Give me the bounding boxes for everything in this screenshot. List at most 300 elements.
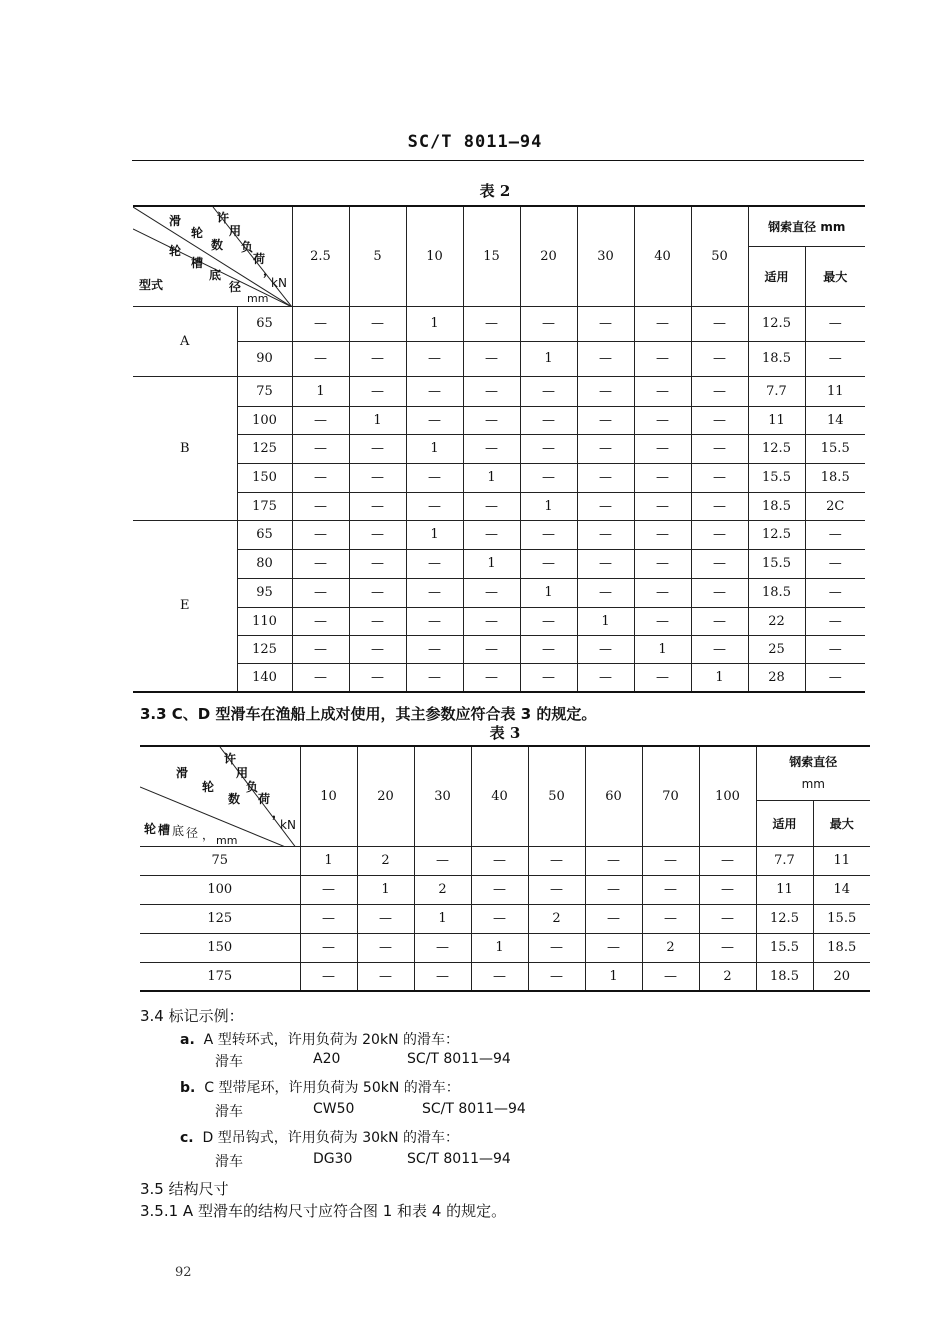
groove-diameter-cell: 125 [140, 904, 300, 933]
groove-diameter-cell: 75 [237, 376, 292, 406]
rope-max-cell: — [805, 635, 865, 663]
sheave-count-cell: — [414, 846, 471, 875]
sheave-count-cell: — [406, 463, 463, 492]
sheave-count-cell: — [520, 607, 577, 635]
rope-fit-cell: 15.5 [756, 933, 813, 962]
sheave-count-cell: — [357, 962, 414, 991]
load-header: 60 [585, 746, 642, 846]
corner-low-label: 轮 [144, 822, 157, 836]
sheave-count-cell: — [406, 549, 463, 578]
sheave-count-cell: 1 [520, 341, 577, 376]
example-letter: c. [180, 1130, 194, 1146]
sheave-count-cell: — [300, 904, 357, 933]
sheave-count-cell: — [463, 434, 520, 463]
rope-diameter-header [756, 746, 870, 800]
sheave-count-cell: — [300, 933, 357, 962]
rope-fit-cell: 7.7 [756, 846, 813, 875]
sheave-count-cell: — [463, 341, 520, 376]
corner-top-label: 负 [241, 240, 254, 254]
rope-max-cell: — [805, 520, 865, 549]
example-a-mark-standard: SC/T 8011—94 [407, 1051, 511, 1067]
table-row [133, 463, 865, 492]
sheave-count-cell: — [642, 875, 699, 904]
corner-mid-label: 滑 [176, 766, 189, 780]
sheave-count-cell: — [292, 549, 349, 578]
section-3-4-heading: 3.4 标记示例： [140, 1007, 244, 1025]
sheave-count-cell: — [577, 306, 634, 341]
sheave-count-cell: — [471, 962, 528, 991]
corner-top-label: 用 [229, 224, 242, 238]
sheave-count-cell: — [528, 875, 585, 904]
corner-top-label: 荷 [258, 792, 271, 806]
table-row [140, 962, 870, 991]
sheave-count-cell: 1 [585, 962, 642, 991]
sheave-count-cell: — [520, 306, 577, 341]
load-header: 40 [634, 206, 691, 306]
example-text: D 型吊钩式，许用负荷为 30kN 的滑车： [202, 1130, 460, 1146]
groove-diameter-cell: 125 [237, 635, 292, 663]
sheave-count-cell: — [642, 846, 699, 875]
sheave-count-cell: 1 [292, 376, 349, 406]
load-header: 20 [357, 746, 414, 846]
sheave-count-cell: 1 [414, 904, 471, 933]
rope-fit-cell: 25 [748, 635, 805, 663]
sheave-count-cell: — [292, 635, 349, 663]
sheave-count-cell: — [691, 635, 748, 663]
table-row [133, 306, 865, 341]
sheave-count-cell: — [520, 549, 577, 578]
groove-diameter-cell: 175 [140, 962, 300, 991]
rope-fit-cell: 28 [748, 663, 805, 692]
sheave-count-cell: — [349, 376, 406, 406]
sheave-count-cell: — [463, 663, 520, 692]
sheave-count-cell: — [292, 492, 349, 520]
sheave-count-cell: — [577, 549, 634, 578]
sheave-count-cell: — [463, 607, 520, 635]
groove-diameter-cell: 65 [237, 306, 292, 341]
sheave-count-cell: — [577, 406, 634, 434]
sheave-count-cell: — [520, 463, 577, 492]
rope-fit-cell: 7.7 [748, 376, 805, 406]
sheave-count-cell: — [406, 635, 463, 663]
sheave-count-cell: — [699, 904, 756, 933]
sheave-count-cell: — [585, 846, 642, 875]
sheave-count-cell: — [349, 463, 406, 492]
groove-diameter-cell: 175 [237, 492, 292, 520]
sheave-count-cell: — [585, 933, 642, 962]
sheave-count-cell: — [634, 406, 691, 434]
sheave-count-cell: — [300, 875, 357, 904]
load-header: 5 [349, 206, 406, 306]
sheave-count-cell: — [406, 607, 463, 635]
corner-low-label: mm [247, 292, 269, 305]
corner-mid-label: 数 [211, 238, 224, 252]
sheave-count-cell: 1 [406, 520, 463, 549]
sheave-count-cell: — [634, 463, 691, 492]
sheave-count-cell: — [349, 663, 406, 692]
sheave-count-cell: — [634, 434, 691, 463]
sheave-count-cell: — [691, 376, 748, 406]
sheave-count-cell: — [699, 846, 756, 875]
sheave-count-cell: 2 [528, 904, 585, 933]
rope-fit-cell: 18.5 [756, 962, 813, 991]
rope-max-cell: 11 [805, 376, 865, 406]
rope-max-cell: 15.5 [805, 434, 865, 463]
load-header: 100 [699, 746, 756, 846]
table-row [133, 341, 865, 376]
rope-max-cell: 11 [813, 846, 870, 875]
corner-low-label: 槽 [191, 256, 204, 270]
load-header: 10 [300, 746, 357, 846]
table2 [133, 205, 865, 693]
load-header: 2.5 [292, 206, 349, 306]
sheave-count-cell: — [292, 341, 349, 376]
corner-top-label: 许 [217, 211, 230, 225]
sheave-count-cell: — [577, 635, 634, 663]
corner-mid-label: 轮 [202, 780, 215, 794]
sheave-count-cell: — [691, 406, 748, 434]
load-header: 30 [577, 206, 634, 306]
example-b-mark-standard: SC/T 8011—94 [422, 1101, 526, 1117]
rope-fit-cell: 15.5 [748, 463, 805, 492]
example-text: C 型带尾环，许用负荷为 50kN 的滑车： [204, 1080, 460, 1096]
corner-top-label: 用 [236, 766, 249, 780]
sheave-count-cell: — [634, 492, 691, 520]
sheave-count-cell: — [642, 962, 699, 991]
sheave-count-cell: — [691, 492, 748, 520]
sheave-count-cell: — [577, 341, 634, 376]
load-header: 50 [528, 746, 585, 846]
table2-caption: 表 2 [479, 182, 511, 200]
sheave-count-cell: — [463, 306, 520, 341]
load-header: 15 [463, 206, 520, 306]
sheave-count-cell: 2 [414, 875, 471, 904]
sheave-count-cell: — [406, 341, 463, 376]
sheave-count-cell: — [349, 635, 406, 663]
corner-top-label: ， [272, 806, 285, 820]
sheave-count-cell: 1 [300, 846, 357, 875]
table2-corner-header [133, 206, 292, 306]
rope-max-cell: — [805, 578, 865, 607]
sheave-count-cell: — [577, 463, 634, 492]
sheave-count-cell: — [691, 463, 748, 492]
sheave-count-cell: — [577, 434, 634, 463]
corner-top-label: ， [263, 264, 276, 278]
rope-fit-cell: 12.5 [748, 434, 805, 463]
rope-max-cell: 14 [813, 875, 870, 904]
sheave-count-cell: — [406, 492, 463, 520]
table-row [133, 663, 865, 692]
sheave-count-cell: — [300, 962, 357, 991]
sheave-count-cell: — [414, 933, 471, 962]
example-b-mark-name: 滑车 [215, 1104, 243, 1120]
sheave-count-cell: — [292, 520, 349, 549]
table-row [140, 933, 870, 962]
example-a [180, 1029, 459, 1049]
rope-max-cell: 14 [805, 406, 865, 434]
corner-low-label: 径 [229, 280, 242, 294]
table-row [140, 904, 870, 933]
load-header: 70 [642, 746, 699, 846]
sheave-count-cell: 2 [642, 933, 699, 962]
groove-diameter-cell: 150 [140, 933, 300, 962]
sheave-count-cell: — [463, 376, 520, 406]
table3-caption: 表 3 [489, 724, 521, 742]
corner-low-label: 底 [209, 268, 222, 282]
groove-diameter-cell: 75 [140, 846, 300, 875]
sheave-count-cell: 1 [463, 463, 520, 492]
table-row [133, 520, 865, 549]
example-a-mark-name: 滑车 [215, 1054, 243, 1070]
sheave-count-cell: — [634, 306, 691, 341]
rope-max-cell: — [805, 607, 865, 635]
corner-low-label: 底 [172, 824, 185, 838]
sheave-count-cell: 1 [406, 434, 463, 463]
sheave-count-cell: — [577, 492, 634, 520]
rope-fit-cell: 12.5 [748, 306, 805, 341]
groove-diameter-cell: 150 [237, 463, 292, 492]
sheave-count-cell: — [634, 607, 691, 635]
corner-mid-label: 轮 [191, 226, 204, 240]
table-row [140, 846, 870, 875]
sheave-count-cell: — [520, 635, 577, 663]
document-code-header: SC/T 8011—94 [407, 132, 543, 152]
corner-low-label: 径 [186, 826, 199, 840]
sheave-count-cell: — [528, 846, 585, 875]
sheave-count-cell: — [471, 846, 528, 875]
rope-fit-cell: 18.5 [748, 578, 805, 607]
sheave-count-cell: — [699, 875, 756, 904]
corner-mid-label: 滑 [169, 214, 182, 228]
sheave-count-cell: 1 [406, 306, 463, 341]
sheave-count-cell: — [463, 406, 520, 434]
sheave-count-cell: — [691, 341, 748, 376]
groove-diameter-cell: 65 [237, 520, 292, 549]
corner-top-label: 许 [224, 752, 237, 766]
sheave-count-cell: — [406, 406, 463, 434]
sheave-count-cell: — [634, 578, 691, 607]
example-c-mark-name: 滑车 [215, 1154, 243, 1170]
sheave-count-cell: 1 [634, 635, 691, 663]
sheave-count-cell: — [520, 520, 577, 549]
sheave-count-cell: — [577, 520, 634, 549]
table-row [133, 607, 865, 635]
table-row [140, 875, 870, 904]
rope-fit-header: 适用 [748, 246, 805, 306]
table3-body [140, 846, 870, 991]
sheave-count-cell: 1 [463, 549, 520, 578]
corner-mid-label: 数 [228, 792, 241, 806]
rope-max-cell: 15.5 [813, 904, 870, 933]
corner-top-label: 荷 [253, 252, 266, 266]
paragraph-3-3: 3.3 C、D 型滑车在渔船上成对使用，其主参数应符合表 3 的规定。 [140, 705, 597, 723]
example-letter: b. [180, 1080, 196, 1096]
sheave-count-cell: 1 [691, 663, 748, 692]
sheave-count-cell: — [520, 434, 577, 463]
rope-max-cell: — [805, 341, 865, 376]
sheave-count-cell: — [577, 578, 634, 607]
sheave-count-cell: — [691, 306, 748, 341]
sheave-count-cell: — [292, 463, 349, 492]
groove-diameter-cell: 125 [237, 434, 292, 463]
sheave-count-cell: 1 [357, 875, 414, 904]
rope-max-cell: 20 [813, 962, 870, 991]
sheave-count-cell: — [642, 904, 699, 933]
rope-diameter-header: 钢索直径 mm [748, 206, 865, 246]
type-cell: E [133, 520, 237, 692]
rope-fit-cell: 22 [748, 607, 805, 635]
corner-top-label: kN [280, 818, 296, 832]
sheave-count-cell: — [292, 306, 349, 341]
sheave-count-cell: — [577, 663, 634, 692]
rope-max-cell: 18.5 [805, 463, 865, 492]
groove-diameter-cell: 95 [237, 578, 292, 607]
load-header: 50 [691, 206, 748, 306]
corner-type-label: 型式 [139, 278, 164, 292]
corner-top-label: kN [271, 276, 287, 290]
example-c-mark-code: DG30 [313, 1151, 353, 1167]
table3 [140, 745, 870, 992]
sheave-count-cell: — [349, 492, 406, 520]
table-row [133, 492, 865, 520]
sheave-count-cell: — [406, 663, 463, 692]
rope-fit-cell: 15.5 [748, 549, 805, 578]
sheave-count-cell: — [634, 549, 691, 578]
table-row [133, 434, 865, 463]
sheave-count-cell: — [691, 434, 748, 463]
example-letter: a. [180, 1032, 195, 1048]
groove-diameter-cell: 110 [237, 607, 292, 635]
rope-fit-cell: 11 [756, 875, 813, 904]
sheave-count-cell: — [357, 904, 414, 933]
sheave-count-cell: — [691, 607, 748, 635]
sheave-count-cell: — [349, 434, 406, 463]
type-cell: A [133, 306, 237, 376]
sheave-count-cell: — [406, 376, 463, 406]
sheave-count-cell: — [414, 962, 471, 991]
groove-diameter-cell: 100 [140, 875, 300, 904]
load-header: 20 [520, 206, 577, 306]
sheave-count-cell: — [471, 904, 528, 933]
rope-fit-header: 适用 [756, 800, 813, 846]
sheave-count-cell: — [528, 933, 585, 962]
sheave-count-cell: — [691, 520, 748, 549]
page-number: 92 [175, 1265, 192, 1280]
sheave-count-cell: — [349, 578, 406, 607]
table-row [133, 578, 865, 607]
sheave-count-cell: — [585, 875, 642, 904]
sheave-count-cell: — [349, 520, 406, 549]
rope-fit-cell: 12.5 [748, 520, 805, 549]
sheave-count-cell: — [406, 578, 463, 607]
table2-body [133, 306, 865, 692]
example-b-mark-code: CW50 [313, 1101, 355, 1117]
sheave-count-cell: 2 [357, 846, 414, 875]
sheave-count-cell: — [691, 549, 748, 578]
type-cell: B [133, 376, 237, 520]
corner-top-label: 负 [246, 780, 259, 794]
sheave-count-cell: — [292, 406, 349, 434]
sheave-count-cell: — [520, 663, 577, 692]
sheave-count-cell: — [691, 578, 748, 607]
rope-fit-cell: 11 [748, 406, 805, 434]
sheave-count-cell: — [634, 520, 691, 549]
rope-max-cell: — [805, 306, 865, 341]
sheave-count-cell: 1 [520, 578, 577, 607]
rope-max-cell: 2C [805, 492, 865, 520]
example-text: A 型转环式，许用负荷为 20kN 的滑车： [203, 1032, 459, 1048]
sheave-count-cell: — [634, 341, 691, 376]
table-row [133, 549, 865, 578]
sheave-count-cell: — [699, 933, 756, 962]
sheave-count-cell: — [349, 607, 406, 635]
table-row [133, 406, 865, 434]
rope-diameter-unit: mm [801, 777, 825, 792]
sheave-count-cell: — [520, 376, 577, 406]
table-row [133, 376, 865, 406]
sheave-count-cell: — [463, 520, 520, 549]
sheave-count-cell: — [349, 306, 406, 341]
sheave-count-cell: — [463, 492, 520, 520]
sheave-count-cell: — [634, 663, 691, 692]
corner-low-label: mm [216, 834, 238, 846]
sheave-count-cell: — [292, 663, 349, 692]
corner-low-label: 轮 [169, 244, 182, 258]
sheave-count-cell: — [577, 376, 634, 406]
rope-fit-cell: 18.5 [748, 492, 805, 520]
example-b [180, 1077, 460, 1097]
rope-fit-cell: 18.5 [748, 341, 805, 376]
table3-corner-header [140, 746, 300, 846]
sheave-count-cell: — [292, 434, 349, 463]
rope-max-cell: — [805, 663, 865, 692]
sheave-count-cell: 2 [699, 962, 756, 991]
rope-fit-cell: 12.5 [756, 904, 813, 933]
load-header: 10 [406, 206, 463, 306]
groove-diameter-cell: 140 [237, 663, 292, 692]
rope-max-header: 最大 [805, 246, 865, 306]
sheave-count-cell: — [349, 341, 406, 376]
example-c-mark-standard: SC/T 8011—94 [407, 1151, 511, 1167]
rope-max-cell: 18.5 [813, 933, 870, 962]
rope-max-cell: — [805, 549, 865, 578]
groove-diameter-cell: 80 [237, 549, 292, 578]
sheave-count-cell: — [520, 406, 577, 434]
sheave-count-cell: — [349, 549, 406, 578]
section-3-5-1: 3.5.1 A 型滑车的结构尺寸应符合图 1 和表 4 的规定。 [140, 1202, 507, 1220]
sheave-count-cell: 1 [471, 933, 528, 962]
sheave-count-cell: — [634, 376, 691, 406]
section-3-5: 3.5 结构尺寸 [140, 1180, 229, 1198]
sheave-count-cell: 1 [520, 492, 577, 520]
sheave-count-cell: — [528, 962, 585, 991]
sheave-count-cell: — [463, 578, 520, 607]
groove-diameter-cell: 90 [237, 341, 292, 376]
table-row [133, 635, 865, 663]
header-rule [132, 160, 864, 161]
load-header: 40 [471, 746, 528, 846]
corner-low-label: 槽 [158, 823, 171, 837]
rope-diameter-label: 钢索直径 [789, 755, 838, 770]
sheave-count-cell: 1 [577, 607, 634, 635]
corner-low-label: ， [202, 828, 215, 842]
sheave-count-cell: — [585, 904, 642, 933]
groove-diameter-cell: 100 [237, 406, 292, 434]
sheave-count-cell: — [463, 635, 520, 663]
sheave-count-cell: — [471, 875, 528, 904]
sheave-count-cell: — [292, 607, 349, 635]
load-header: 30 [414, 746, 471, 846]
